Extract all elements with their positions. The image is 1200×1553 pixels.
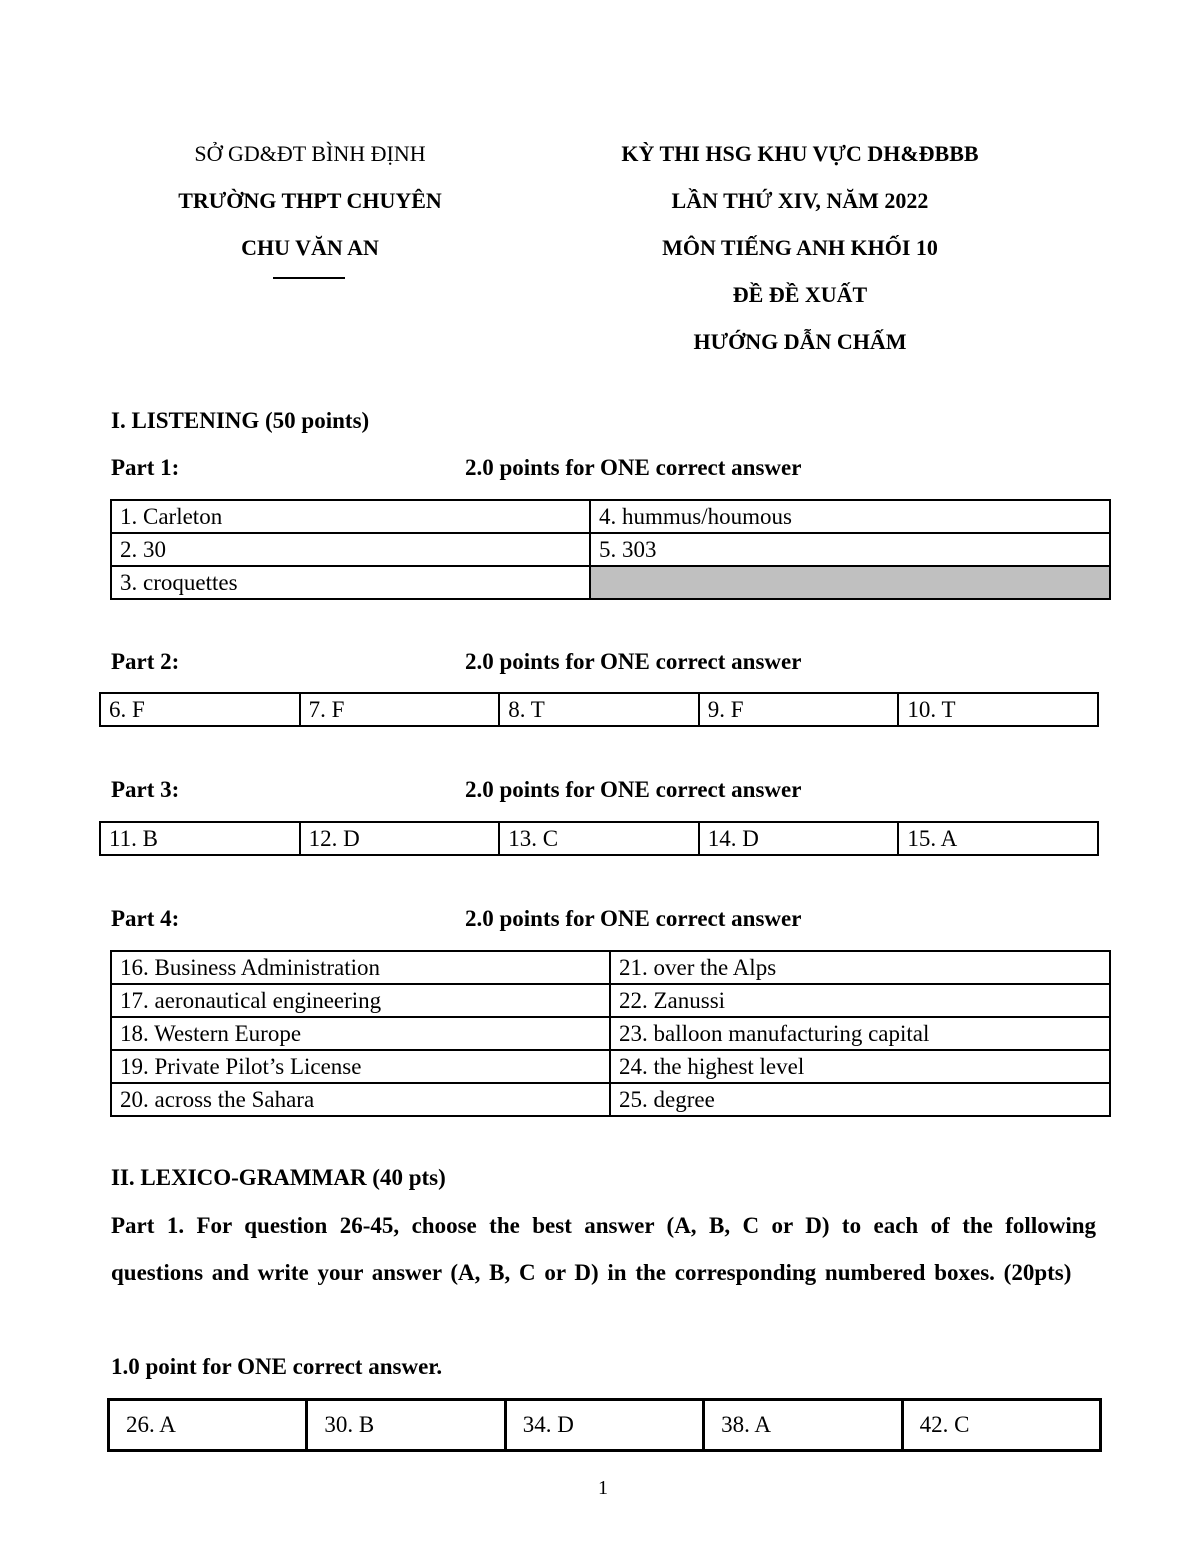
answer-cell: 19. Private Pilot’s License [111, 1050, 610, 1083]
part3-points: 2.0 points for ONE correct answer [465, 777, 802, 802]
answer-cell: 16. Business Administration [111, 951, 610, 984]
answer-cell: 14. D [699, 822, 899, 855]
exam-type: ĐỀ ĐỀ XUẤT [732, 282, 868, 307]
part4-label: Part 4: [111, 906, 180, 931]
answer-cell: 11. B [100, 822, 300, 855]
exam-edition: LẦN THỨ XIV, NĂM 2022 [671, 188, 929, 213]
section-lexico-grammar-title: II. LEXICO-GRAMMAR (40 pts) [111, 1165, 446, 1190]
table-row [100, 693, 1098, 726]
part4-answer-table [110, 950, 1111, 1117]
answer-cell: 6. F [100, 693, 300, 726]
section-listening-title: I. LISTENING (50 points) [111, 408, 370, 433]
part2-label: Part 2: [111, 649, 180, 674]
part1-label: Part 1: [111, 455, 180, 480]
part4-line [111, 906, 1011, 936]
answer-cell: 17. aeronautical engineering [111, 984, 610, 1017]
table-row [111, 1017, 1110, 1050]
answer-cell: 23. balloon manufacturing capital [610, 1017, 1110, 1050]
part1-answer-table [110, 499, 1111, 600]
answer-cell: 18. Western Europe [111, 1017, 610, 1050]
part1-line [111, 455, 1011, 485]
answer-cell: 9. F [699, 693, 899, 726]
table-row [100, 822, 1098, 855]
table-row [111, 533, 1110, 566]
answer-cell: 15. A [898, 822, 1098, 855]
lexico-points-note: 1.0 point for ONE correct answer. [111, 1354, 443, 1379]
department-name: SỞ GD&ĐT BÌNH ĐỊNH [194, 141, 426, 166]
part4-points: 2.0 points for ONE correct answer [465, 906, 802, 931]
answer-cell: 12. D [300, 822, 500, 855]
answer-cell: 10. T [898, 693, 1098, 726]
answer-cell: 25. degree [610, 1083, 1110, 1116]
answer-cell: 34. D [505, 1400, 703, 1451]
exam-subject: MÔN TIẾNG ANH KHỐI 10 [662, 235, 938, 260]
lexico-answer-table [107, 1398, 1102, 1452]
table-row [111, 984, 1110, 1017]
answer-cell: 26. A [109, 1400, 307, 1451]
empty-shaded-cell [590, 566, 1110, 599]
table-row [111, 500, 1110, 533]
answer-cell: 1. Carleton [111, 500, 590, 533]
answer-cell: 20. across the Sahara [111, 1083, 610, 1116]
answer-cell: 5. 303 [590, 533, 1110, 566]
answer-cell: 2. 30 [111, 533, 590, 566]
answer-cell: 7. F [300, 693, 500, 726]
answer-cell: 3. croquettes [111, 566, 590, 599]
part1-instruction: Part 1. For question 26-45, choose the best answer (A, B, C or D) to each of the following questions and write your answer (A, B, C or D) in the corresponding numbered boxes. (20pts) [111, 1213, 1096, 1285]
table-row [111, 951, 1110, 984]
answer-cell: 24. the highest level [610, 1050, 1110, 1083]
part3-line [111, 777, 1011, 807]
part2-answer-table [99, 692, 1099, 727]
part1-points: 2.0 points for ONE correct answer [465, 455, 802, 480]
answer-cell: 30. B [307, 1400, 505, 1451]
exam-title: KỲ THI HSG KHU VỰC DH&ĐBBB [621, 141, 979, 166]
page-number: 1 [598, 1477, 608, 1499]
part2-points: 2.0 points for ONE correct answer [465, 649, 802, 674]
answer-cell: 22. Zanussi [610, 984, 1110, 1017]
table-row [111, 566, 1110, 599]
answer-cell: 38. A [704, 1400, 902, 1451]
header-left [140, 130, 480, 271]
answer-cell: 8. T [499, 693, 699, 726]
school-name-line2: CHU VĂN AN [241, 235, 379, 260]
school-name-line1: TRƯỜNG THPT CHUYÊN [178, 188, 442, 213]
header-divider [273, 277, 345, 279]
table-row [111, 1050, 1110, 1083]
document-title: HƯỚNG DẪN CHẤM [693, 329, 907, 354]
table-row [109, 1400, 1101, 1451]
answer-cell: 21. over the Alps [610, 951, 1110, 984]
header-right [540, 130, 1060, 365]
part3-answer-table [99, 821, 1099, 856]
answer-cell: 42. C [902, 1400, 1100, 1451]
part3-label: Part 3: [111, 777, 180, 802]
part2-line [111, 649, 1011, 679]
table-row [111, 1083, 1110, 1116]
answer-cell: 4. hummus/houmous [590, 500, 1110, 533]
answer-cell: 13. C [499, 822, 699, 855]
